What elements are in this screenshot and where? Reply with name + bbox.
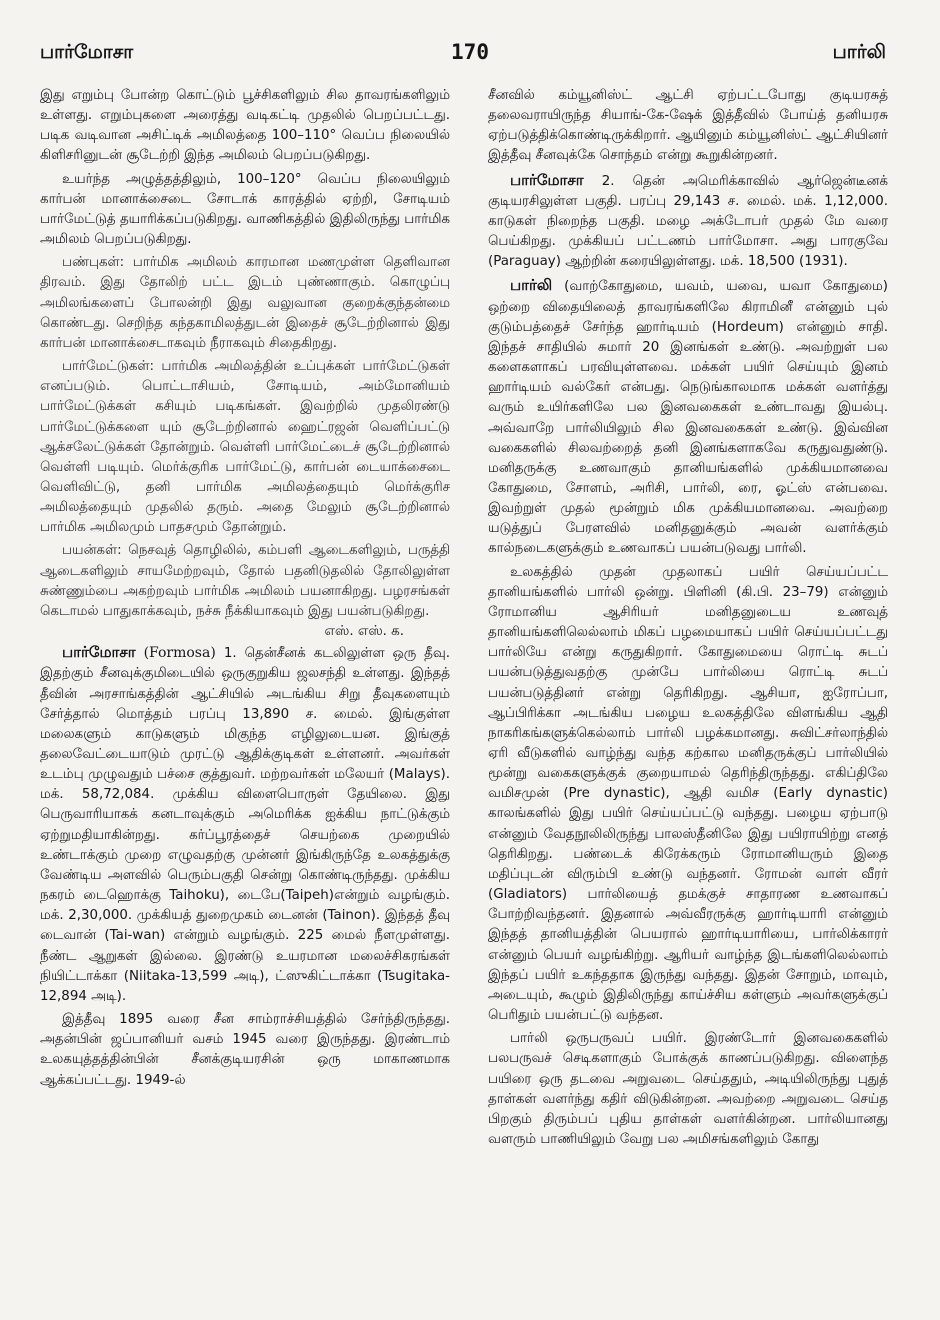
author-signature: எஸ். எஸ். க. [324,624,404,640]
page-number: 170 [451,40,489,64]
entry-headword: பார்மோசா [510,170,584,189]
entry-text: 2. தென் அமெரிக்காவில் ஆர்ஜென்டீனக் குடியரசிலுள்ள பகுதி. பரப்பு 29,143 ச. மைல். மக். 1,12,000. காடுகள் நிறைந்த பகுதி. மழை அக்டோபர் முதல் மே வரை பெய்கிறது. முக்கியப் பட்டணம் பார்மோசா. அது பாரகுவே (Paraguay) ஆற்றின் கரையிலுள்ளது. மக். 18,500 (1931). [488,173,888,270]
entry-text: 1. தென்சீனக் கடலிலுள்ள ஒரு தீவு. இதற்கும் சீனவுக்குமிடையில் ஒருகுறுகிய ஜலசந்தி உள்ளது. இந்தத் தீவின் அரசாங்கத்தின் ஆட்சியில் அடங்கிய சிறு தீவுகளையும் சேர்த்தால் மொத்தம் பரப்பு 13,890 ச. மைல். இங்குள்ள மலைகளும் காடுகளும் மிகுந்த எழிலுடையன. இங்குத் தலைவேட்டையாடும் முரட்டு ஆதிக்குடிகள் உள்ளனர். அவர்கள் உடம்பு முழுவதும் பச்சை குத்துவர். மற்றவர்கள் மலேயர் (Malays). மக். 58,72,084. முக்கிய விளைபொருள் தேயிலை. இது பெருவாரியாகக் கனடாவுக்கும் அமெரிக்க ஐக்கிய நாட்டுக்கும் ஏற்றுமதியாகின்றது. கர்ப்பூரத்தைச் செயற்கை முறையில் உண்டாக்கும் முறை எழுவதற்கு முன்னர் இங்கிருந்தே உலகத்துக்கு வேண்டிய அளவில் பெரும்பகுதி சென்று கொண்டிருந்தது. முக்கிய நகரம் டைஹொக்கு Taihoku), டைபே(Taipeh)என்றும் வழங்கும். மக். 2,30,000. முக்கியத் துறைமுகம் டைனன் (Tainon). இந்தத் தீவு டைவான் (Tai-wan) என்றும் வழங்கும். 225 மைல் நீளமுள்ளது. நீண்ட ஆறுகள் இல்லை. இரண்டு உயரமான மலைச்சிகரங்கள் நியிட்டாக்கா (Niitaka-13,599 அடி), ட்ஸுகிட்டாக்கா (Tsugitaka-12,894 அடி). [40,646,450,1004]
barley-entry [488,275,888,559]
entry-headword: பார்லி [510,276,553,295]
barley-growth: பார்லி ஒருபருவப் பயிர். இரண்டோர் இனவகைகளில் பலபருவச் செடிகளாகும் போக்குக் காணப்படுகிறது. விளைந்த பயிரை ஒரு தடவை அறுவடை செய்ததும், அடியிலிருந்து புதுத் தாள்கள் வளர்ந்து கதிர் விடுகின்றன. அவற்றை அறுவடை செய்த பிறகும் திரும்பப் புதிய தாள்கள் வளர்கின்றன. பார்லியானது வளரும் பாணியிலும் வேறு பல அமிசங்களிலும் கோது [488,1031,888,1147]
right-column [488,86,888,1150]
running-head-right: பார்லி [832,41,886,63]
formosa-entry-2 [488,170,888,273]
left-column [40,86,450,1091]
formic-acid-properties: பண்புகள்: பார்மிக அமிலம் காரமான மணமுள்ள தெளிவான திரவம். இது தோலிற் பட்ட இடம் புண்ணாகும். கொழுப்பு அமிலங்களைப் போலன்றி இது வலுவான குறைக்குந்தன்மை கொண்டது. செறிந்த கந்தகாமிலத்துடன் இதைச் சூடேற்றினால் இது கார்பன் மானாக்சைடாகவும் நீராகவும் சிதைகிறது. [40,255,450,351]
formosa-history: இத்தீவு 1895 வரை சீன சாம்ராச்சியத்தில் சேர்ந்திருந்தது. அதன்பின் ஜப்பானியர் வசம் 1945 வரை இருந்தது. இரண்டாம் உலகயுத்தத்தின்பின் சீனக்குடியரசின் ஒரு மாகாணமாக ஆக்கப்பட்டது. 1949-ல் [40,1012,450,1088]
running-head-left: பார்மோசா [40,41,134,63]
formic-acid-para-1: இது எறும்பு போன்ற கொட்டும் பூச்சிகளிலும் சில தாவரங்களிலும் உள்ளது. எறும்புகளை அரைத்து வடிகட்டி முதலில் பெறப்பட்டது. படிக வடிவான அசிட்டிக் அமிலத்தை 100–110° வெப்ப நிலையில் கிளிசரினுடன் சூடேற்றி இந்த அமிலம் பெறப்படுகிறது. [40,88,450,164]
entry-latin-name: (Formosa) [143,645,216,662]
barley-history: உலகத்தில் முதன் முதலாகப் பயிர் செய்யப்பட்ட தானியங்களில் பார்லி ஒன்று. பிளினி (கி.பி. 23–79) என்னும் ரோமானிய ஆசிரியர் மனிதனுடைய உணவுத் தானியங்களிலெல்லாம் மிகப் பழமையாகப் பயிர் செய்யப்பட்டது பார்லியே என்று கருதுகிறார். கோதுமையை ரொட்டி சுடப் பயன்படுத்துவதற்கு முன்பே பார்லியை ரொட்டி சுடப் பயன்படுத்தினர் என்று தெரிகிறது. ஆசியா, ஐரோப்பா, ஆப்பிரிக்கா அடங்கிய பழைய உலகத்திலே விளங்கிய ஆதி நாகரிகங்களுக்கெல்லாம் பார்லி பழக்கமானது. சுவிட்சர்லாந்தில் ஏரி வீடுகளில் வாழ்ந்து வந்த கற்கால மனிதருக்குப் பார்லியில் மூன்று வகைகளுக்குக் குறையாமல் தெரிந்திருந்தது. எகிப்திலே வமிசமுன் (Pre dynastic), ஆதி வமிச (Early dynastic) காலங்களில் இது பயிர் செய்யப்பட்டு வந்தது. பழைய ஏற்பாடு என்னும் வேதநூலிலிருந்து பாலஸ்தீனிலே இது பயிராயிற்று எனத் தெரிகிறது. பண்டைக் கிரேக்கரும் ரோமானியரும் இதை மதிப்புடன் விரும்பி உண்டு வந்தனர். ரோமன் வாள் வீரர் (Gladiators) பார்லியைத் தமக்குச் சாதாரண உணவாகப் போற்றிவந்தனர். இதனால் அவ்வீரருக்கு ஹார்டியாரி என்னும் இந்தத் தானியத்தின் பெயரால் ஹார்டியாரியை, பார்லிக்காரர் என்னும் பெயர் வழங்கிற்று. ஆரியர் வாழ்ந்த இடங்களிலெல்லாம் இந்தப் பயிர் உகந்ததாக இருந்து வந்தது. இதன் சோறும், மாவும், அடையும், கூழும் இதிலிருந்து காய்ச்சிய கள்ளும் அவர்களுக்குப் பெரிதும் பயன்பட்டு வந்தன. [488,564,888,1024]
formosa-entry-1 [40,642,450,1007]
entry-text: (வாற்கோதுமை, யவம், யவை, யவா கோதுமை) ஒற்றை விதையிலைத் தாவரங்களிலே கிராமினீ என்னும் புல் குடும்பத்தைச் சேர்ந்த ஹார்டியம் (Hordeum) என்னும் சாதி. இந்தச் சாதியில் சுமார் 20 இனங்கள் உண்டு. அவற்றுள் பல களைகளாகப் பரவியுள்ளவை. மக்கள் பயிர் செய்யும் இனம் ஹார்டியம் வல்கேர் என்பது. நெடுங்காலமாக மக்கள் வளர்த்து வரும் உயிர்களிலே பல இனவகைகள் உண்டாவது இயல்பு. அவ்வாறே பார்லியிலும் சில இனவகைகள் உண்டு. இவ்வின வகைகளில் சிலவற்றைத் தனி இனங்களாகவே கருதுவதுண்டு. மனிதருக்கு உணவாகும் தானியங்களில் முக்கியமானவை கோதுமை, சோளம், அரிசி, பார்லி, ரை, ஓட்ஸ் என்பவை. இவற்றுள் முதல் மூன்றும் மிக முக்கியமானவை. அவற்றை யடுத்துப் பேரளவில் மனிதனுக்கும் அவன் வளர்க்கும் கால்நடைகளுக்கும் உணவாகப் பயன்படுவது பார்லி. [488,279,888,557]
formic-acid-formates: பார்மேட்டுகள்: பார்மிக அமிலத்தின் உப்புக்கள் பார்மேட்டுகள் எனப்படும். பொட்டாசியம், சோடியம், அம்மோனியம் பார்மேட்டுக்கள் கசியும் படிகங்கள். இவற்றில் முதலிரண்டு பார்மேட்டுக்களை யும் சூடேற்றினால் ஹைட்ரஜன் வெளிப்பட்டு ஆக்சலேட்டுக்கள் தோன்றும். வெள்ளி பார்மேட்டைச் சூடேற்றினால் வெள்ளி படியும். மெர்க்குரிக பார்மேட்டு, கார்பன் டையாக்சைடை வெளிவிட்டு, தனி பார்மிக அமிலத்தையும் மெர்க்குரிச அமிலத்தையும் முதலில் தரும். அதை மேலும் சூடேற்றினால் பார்மிக அமிலமும் பாதசமும் தோன்றும். [40,359,450,536]
formic-acid-para-2: உயர்ந்த அழுத்தத்திலும், 100–120° வெப்ப நிலையிலும் கார்பன் மானாக்சைடை சோடாக் காரத்தில் ஏற்றி, சோடியம் பார்மேட்டுத் தயாரிக்கப்படுகிறது. வாணிகத்தில் இதிலிருந்து பார்மிக அமிலம் பெறப்படுகிறது. [40,171,450,248]
formosa-continued: சீனவில் கம்யூனிஸ்ட் ஆட்சி ஏற்பட்டபோது குடியரசுத் தலைவராயிருந்த சியாங்-கே-ஷேக் இத்தீவில் போய்த் தனியரசு ஏற்படுத்திக்கொண்டிருக்கிறார். ஆயினும் கம்யூனிஸ்ட் ஆட்சியினர் இத்தீவு சீனவுக்கே சொந்தம் என்று கூறுகின்றனர். [488,88,888,164]
formic-acid-uses: பயன்கள்: நெசவுத் தொழிலில், கம்பளி ஆடைகளிலும், பருத்தி ஆடைகளிலும் சாயமேற்றவும், தோல் பதனிடுதலில் தோலிலுள்ள சுண்ணும்பை அகற்றவும் பார்மிக அமிலம் பயனாகிறது. பழரசங்கள் கெடாமல் பாதுகாக்கவும், நச்சு நீக்கியாகவும் இது பயன்படுகிறது. [40,543,450,619]
entry-headword: பார்மோசா [62,643,136,662]
